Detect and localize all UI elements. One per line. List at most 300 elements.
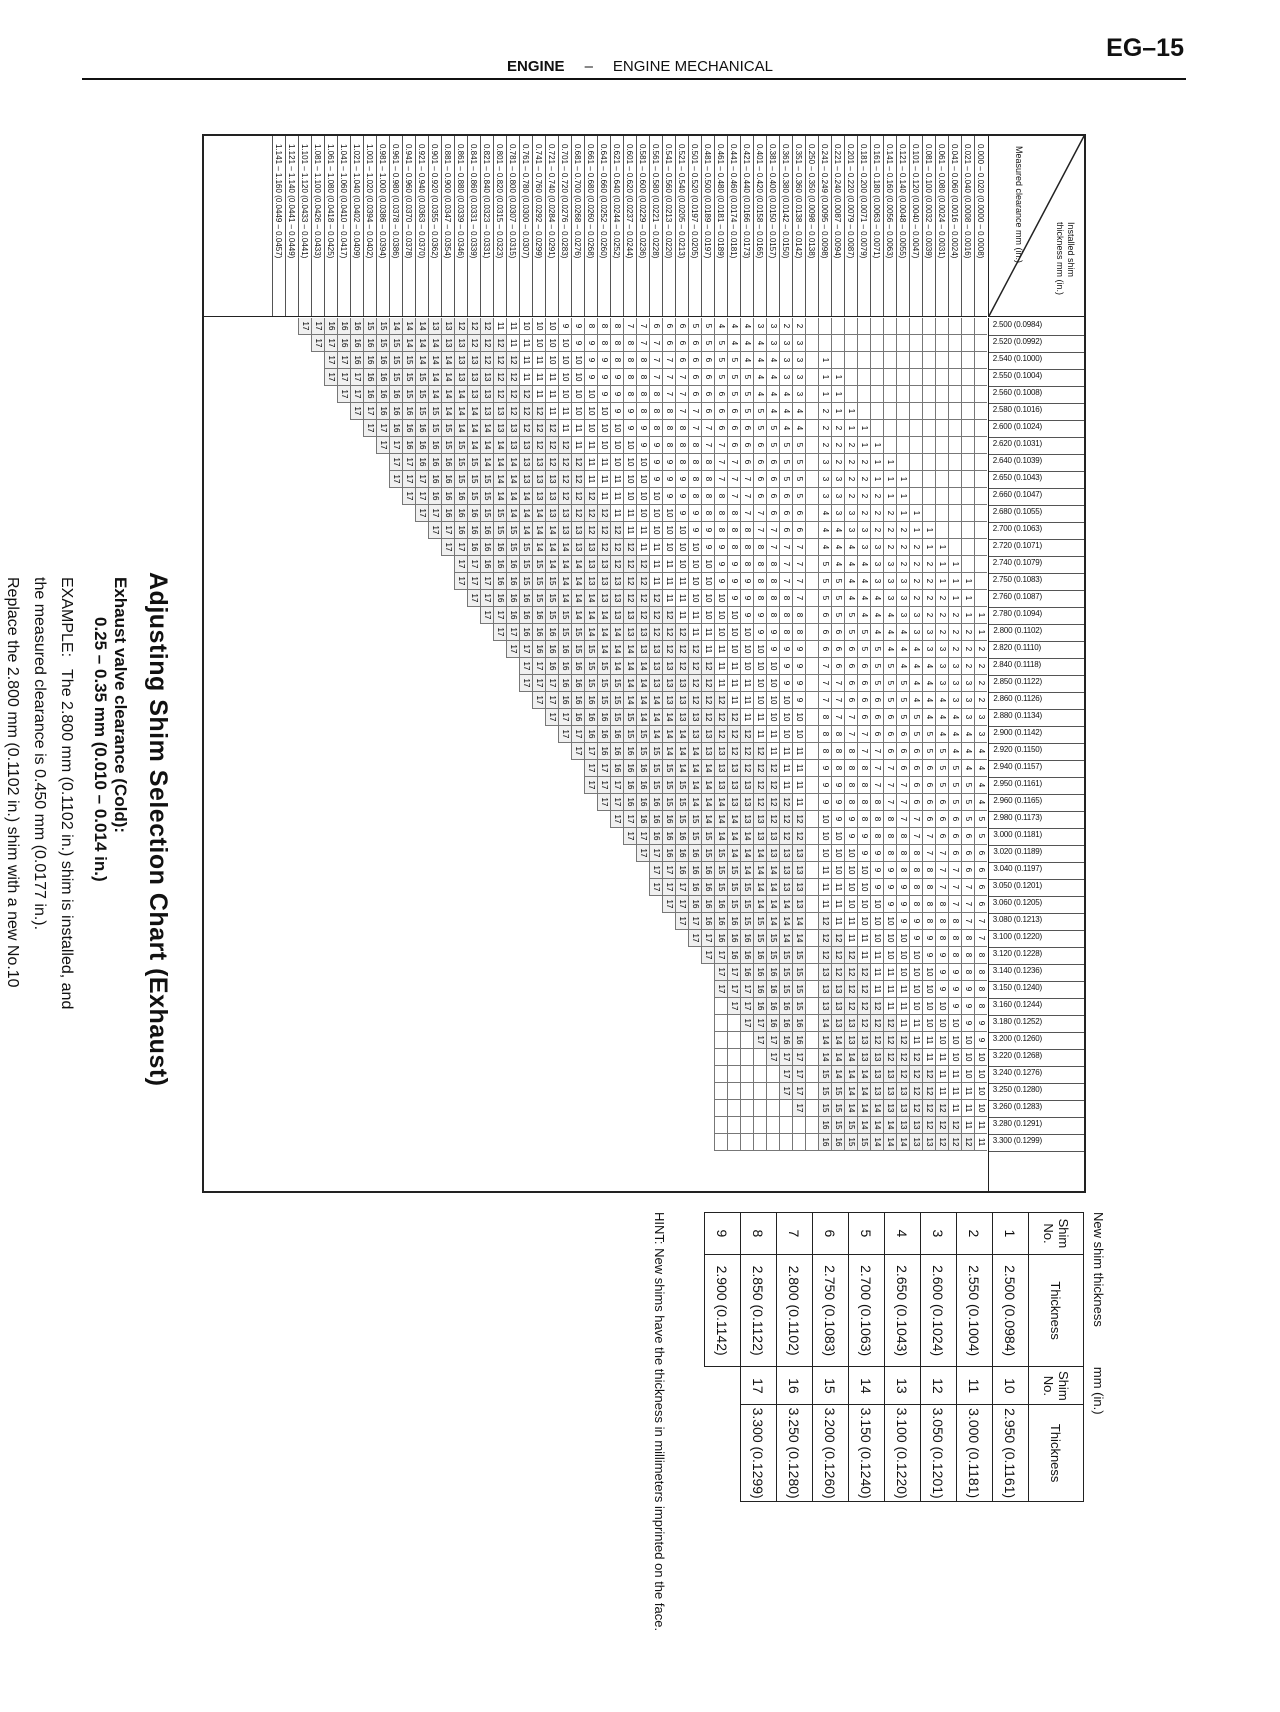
measured-clearance-range: 0.861 – 0.880 (0.0339 – 0.0346): [454, 136, 467, 316]
shim-cell: 15: [688, 811, 701, 828]
shim-cell: 7: [753, 505, 766, 522]
shim-cell: 10: [844, 879, 857, 896]
shim-cell: 12: [493, 352, 506, 369]
shim-selection-chart: [202, 134, 1086, 1193]
shim-cell: 8: [727, 522, 740, 539]
shim-cell: [974, 590, 987, 607]
shim-cell: 9: [896, 879, 909, 896]
installed-shim-header: [989, 369, 1084, 387]
shim-cell: 16: [493, 573, 506, 590]
shim-cell: 17: [623, 811, 636, 828]
shim-cell: 11: [714, 658, 727, 675]
shim-cell: 13: [675, 692, 688, 709]
shim-cell: [922, 420, 935, 437]
installed-shim-header: [989, 1066, 1084, 1084]
shim-cell: [935, 369, 948, 386]
shim-cell: [935, 505, 948, 522]
shim-cell: [948, 352, 961, 369]
shim-cell: 4: [896, 624, 909, 641]
shim-thickness: 2.650 (0.1043): [885, 1254, 921, 1367]
shim-cell: 10: [753, 675, 766, 692]
shim-cell: 12: [571, 471, 584, 488]
shim-cell: 10: [857, 862, 870, 879]
shim-cell: 15: [740, 913, 753, 930]
measured-clearance-range: 1.021 – 1.040 (0.0402 – 0.0409): [350, 136, 363, 316]
shim-cell: 13: [688, 726, 701, 743]
shim-cell: 6: [844, 641, 857, 658]
shim-cell: 8: [844, 743, 857, 760]
shim-cell: 4: [870, 624, 883, 641]
installed-shim-header: [989, 505, 1084, 523]
shim-cell: 14: [623, 675, 636, 692]
shim-cell: 11: [766, 743, 779, 760]
shim-cell: 11: [597, 454, 610, 471]
shim-cell: 13: [792, 845, 805, 862]
shim-cell: 3: [766, 318, 779, 335]
shim-cell: 17: [402, 454, 415, 471]
shim-cell: 8: [948, 913, 961, 930]
installed-shim-headers: [988, 318, 1084, 1191]
shim-cell: 9: [779, 658, 792, 675]
shim-cell: 7: [922, 828, 935, 845]
shim-cell: 9: [753, 607, 766, 624]
shim-cell: 13: [727, 760, 740, 777]
shim-cell: 12: [506, 352, 519, 369]
shim-cell: 12: [883, 1015, 896, 1032]
shim-number: 10: [993, 1367, 1029, 1405]
shim-cell: 9: [610, 403, 623, 420]
shim-cell: 11: [974, 1134, 987, 1151]
shim-cell: 17: [714, 964, 727, 981]
shim-cell: 13: [818, 964, 831, 981]
shim-cell: 13: [493, 403, 506, 420]
shim-cell: 11: [675, 607, 688, 624]
shim-cell: [805, 1134, 818, 1151]
shim-cell: 17: [727, 964, 740, 981]
new-shim-section: [531, 1212, 1106, 1632]
shim-cell: 15: [597, 692, 610, 709]
shim-cell: 4: [974, 743, 987, 760]
shim-cell: 17: [714, 981, 727, 998]
shim-cell: 10: [571, 403, 584, 420]
shim-number: 13: [885, 1367, 921, 1405]
shim-cell: 2: [909, 590, 922, 607]
shim-cell: [974, 403, 987, 420]
shim-cell: 7: [792, 590, 805, 607]
shim-cell: [805, 607, 818, 624]
shim-cell: 13: [740, 777, 753, 794]
shim-cell: 2: [948, 641, 961, 658]
shim-cell: [805, 369, 818, 386]
shim-cell: 5: [948, 760, 961, 777]
shim-cell: 8: [675, 437, 688, 454]
example-label: EXAMPLE:: [58, 577, 75, 658]
shim-cell: 9: [792, 641, 805, 658]
shim-cell: 14: [779, 896, 792, 913]
measured-clearance-range: 0.121 – 0.140 (0.0048 – 0.0055): [896, 136, 909, 316]
shim-cell: 5: [831, 607, 844, 624]
shim-cell: 12: [922, 1100, 935, 1117]
shim-cell: 3: [883, 573, 896, 590]
shim-cell: [909, 488, 922, 505]
shim-cell: 2: [870, 522, 883, 539]
shim-cell: 13: [714, 760, 727, 777]
shim-cell: 5: [870, 675, 883, 692]
shim-cell: 8: [844, 777, 857, 794]
shim-cell: 11: [818, 862, 831, 879]
shim-cell: 17: [532, 692, 545, 709]
shim-cell: 8: [584, 318, 597, 335]
shim-cell: [961, 386, 974, 403]
shim-cell: 9: [818, 760, 831, 777]
shim-cell: 16: [753, 964, 766, 981]
shim-cell: 2: [974, 641, 987, 658]
shim-cell: 6: [753, 454, 766, 471]
shim-cell: 13: [441, 335, 454, 352]
shim-cell: [948, 454, 961, 471]
shim-cell: 6: [948, 845, 961, 862]
shim-cell: [909, 318, 922, 335]
shim-cell: 12: [623, 573, 636, 590]
shim-cell: 16: [428, 437, 441, 454]
shim-cell: 16: [454, 505, 467, 522]
shim-cell: 16: [740, 947, 753, 964]
shim-number: 14: [849, 1367, 885, 1405]
shim-cell: 11: [779, 777, 792, 794]
shim-cell: 9: [922, 947, 935, 964]
shim-cell: 11: [753, 726, 766, 743]
shim-cell: 13: [792, 896, 805, 913]
shim-cell: 17: [402, 488, 415, 505]
shim-cell: 14: [636, 692, 649, 709]
shim-cell: [844, 335, 857, 352]
shim-cell: 11: [532, 352, 545, 369]
shim-cell: 10: [740, 658, 753, 675]
shim-cell: 7: [909, 828, 922, 845]
shim-cell: 7: [883, 777, 896, 794]
shim-cell: 9: [961, 1015, 974, 1032]
shim-cell: 9: [558, 318, 571, 335]
shim-cell: 6: [818, 607, 831, 624]
shim-cell: 15: [389, 352, 402, 369]
shim-cell: 16: [597, 743, 610, 760]
shim-cell: 5: [688, 318, 701, 335]
shim-cell: 15: [493, 505, 506, 522]
shim-cell: 11: [844, 913, 857, 930]
shim-cell: 15: [454, 437, 467, 454]
shim-cell: 16: [571, 658, 584, 675]
shim-cell: 14: [870, 1117, 883, 1134]
shim-cell: 5: [883, 675, 896, 692]
shim-cell: 9: [896, 913, 909, 930]
shim-cell: 6: [948, 811, 961, 828]
shim-cell: 17: [545, 692, 558, 709]
shim-cell: 9: [870, 845, 883, 862]
shim-cell: 12: [597, 505, 610, 522]
shim-cell: 15: [792, 981, 805, 998]
shim-cell: 13: [649, 675, 662, 692]
hint-note: [650, 1212, 668, 1712]
shim-cell: [896, 352, 909, 369]
shim-cell: [844, 386, 857, 403]
measured-clearance-range: 0.741 – 0.760 (0.0292 – 0.0299): [532, 136, 545, 316]
shim-cell: 10: [961, 1032, 974, 1049]
shim-cell: 17: [324, 369, 337, 386]
header-thickness-2: Thickness: [1029, 1405, 1084, 1502]
shim-cell: 13: [571, 539, 584, 556]
shim-cell: [857, 386, 870, 403]
installed-shim-value: 3.140 (0.1236): [993, 966, 1043, 975]
shim-cell: 8: [766, 590, 779, 607]
installed-shim-value: 2.900 (0.1142): [993, 728, 1042, 737]
shim-cell: [805, 998, 818, 1015]
shim-cell: 17: [454, 539, 467, 556]
shim-cell: 12: [688, 692, 701, 709]
shim-cell: 9: [688, 505, 701, 522]
shim-cell: 16: [779, 1032, 792, 1049]
shim-cell: 15: [454, 471, 467, 488]
shim-cell: 10: [623, 437, 636, 454]
shim-cell: 6: [675, 352, 688, 369]
shim-cell: 12: [753, 777, 766, 794]
shim-cell: 13: [649, 641, 662, 658]
shim-cell: 2: [831, 454, 844, 471]
shim-cell: 6: [688, 386, 701, 403]
shim-cell: 6: [961, 862, 974, 879]
shim-cell: [805, 743, 818, 760]
shim-cell: 10: [610, 454, 623, 471]
shim-cell: 9: [662, 471, 675, 488]
shim-cell: 17: [649, 845, 662, 862]
shim-cell: 8: [909, 896, 922, 913]
shim-cell: 17: [428, 505, 441, 522]
shim-cell: 12: [558, 488, 571, 505]
shim-cell: 8: [909, 845, 922, 862]
shim-cell: 4: [883, 641, 896, 658]
shim-cell: 9: [662, 488, 675, 505]
shim-cell: [961, 522, 974, 539]
installed-shim-value: 2.540 (0.1000): [993, 354, 1043, 363]
shim-cell: 16: [831, 1134, 844, 1151]
shim-cell: [948, 437, 961, 454]
shim-cell: 2: [935, 607, 948, 624]
shim-cell: 14: [649, 692, 662, 709]
shim-cell: 17: [792, 1083, 805, 1100]
shim-cell: 5: [740, 369, 753, 386]
shim-cell: 13: [636, 624, 649, 641]
shim-cell: 12: [870, 1015, 883, 1032]
shim-cell: 12: [493, 369, 506, 386]
shim-cell: [870, 318, 883, 335]
shim-cell: 5: [727, 369, 740, 386]
clearance-range: 0.25 – 0.35 mm (0.010 – 0.014 in.): [91, 617, 110, 882]
installed-shim-value: 2.680 (0.1055): [993, 507, 1043, 516]
shim-cell: 11: [623, 522, 636, 539]
shim-cell: 12: [727, 726, 740, 743]
shim-cell: 17: [480, 590, 493, 607]
shim-cell: 14: [662, 709, 675, 726]
shim-cell: 5: [844, 607, 857, 624]
shim-cell: 7: [779, 573, 792, 590]
shim-cell: 10: [779, 709, 792, 726]
shim-cell: 12: [506, 403, 519, 420]
shim-cell: 7: [779, 556, 792, 573]
shim-number: [705, 1367, 741, 1405]
shim-cell: 9: [961, 998, 974, 1015]
shim-cell: 12: [532, 420, 545, 437]
shim-cell: 10: [558, 369, 571, 386]
shim-cell: 13: [922, 1134, 935, 1151]
shim-cell: 7: [870, 777, 883, 794]
shim-cell: 13: [454, 369, 467, 386]
shim-cell: 7: [714, 454, 727, 471]
shim-cell: 5: [935, 777, 948, 794]
shim-cell: [883, 386, 896, 403]
shim-cell: 7: [740, 471, 753, 488]
shim-cell: [727, 1015, 740, 1032]
shim-cell: 4: [857, 573, 870, 590]
installed-shim-header: [989, 1015, 1084, 1033]
shim-cell: 12: [753, 794, 766, 811]
installed-shim-header: [989, 556, 1084, 574]
shim-cell: 17: [545, 709, 558, 726]
installed-shim-value: 2.860 (0.1126): [993, 694, 1042, 703]
shim-cell: 12: [844, 998, 857, 1015]
installed-shim-header: [989, 522, 1084, 540]
shim-cell: 10: [779, 726, 792, 743]
shim-cell: 16: [584, 692, 597, 709]
shim-cell: 13: [753, 811, 766, 828]
shim-cell: 15: [818, 1066, 831, 1083]
shim-cell: 1: [844, 420, 857, 437]
shim-cell: 14: [766, 896, 779, 913]
shim-cell: [805, 573, 818, 590]
shim-cell: 17: [467, 556, 480, 573]
shim-cell: 16: [675, 828, 688, 845]
header-shim-no-2: Shim No.: [1029, 1367, 1084, 1405]
shim-cell: 11: [922, 1049, 935, 1066]
shim-cell: 7: [792, 573, 805, 590]
shim-cell: [896, 420, 909, 437]
shim-cell: [805, 1049, 818, 1066]
shim-cell: 13: [545, 471, 558, 488]
shim-cell: [909, 454, 922, 471]
shim-cell: 6: [701, 369, 714, 386]
shim-cell: 9: [701, 522, 714, 539]
shim-cell: 17: [480, 573, 493, 590]
shim-cell: 17: [506, 641, 519, 658]
shim-cell: 14: [636, 709, 649, 726]
shim-cell: 5: [857, 624, 870, 641]
shim-cell: 5: [883, 692, 896, 709]
shim-cell: 3: [961, 675, 974, 692]
shim-cell: 17: [675, 896, 688, 913]
shim-cell: 8: [610, 352, 623, 369]
shim-cell: 8: [818, 743, 831, 760]
shim-cell: 12: [948, 1134, 961, 1151]
shim-cell: [740, 1032, 753, 1049]
shim-cell: 17: [376, 420, 389, 437]
shim-cell: 9: [870, 862, 883, 879]
shim-cell: 8: [636, 352, 649, 369]
shim-cell: 12: [818, 913, 831, 930]
shim-cell: 12: [467, 318, 480, 335]
shim-cell: 2: [857, 454, 870, 471]
shim-cell: 9: [818, 794, 831, 811]
shim-cell: 8: [883, 811, 896, 828]
shim-cell: 13: [558, 522, 571, 539]
shim-cell: 12: [909, 1049, 922, 1066]
shim-cell: 7: [649, 352, 662, 369]
shim-cell: 17: [402, 471, 415, 488]
shim-cell: 16: [597, 726, 610, 743]
shim-number-grid: [204, 318, 987, 1191]
shim-cell: 16: [766, 1015, 779, 1032]
shim-cell: 10: [857, 879, 870, 896]
shim-cell: 10: [818, 845, 831, 862]
shim-cell: 17: [389, 454, 402, 471]
shim-cell: 17: [415, 488, 428, 505]
shim-cell: 11: [610, 471, 623, 488]
installed-shim-header: [989, 981, 1084, 999]
shim-cell: [818, 318, 831, 335]
shim-cell: 14: [623, 641, 636, 658]
shim-cell: 9: [909, 930, 922, 947]
shim-cell: 12: [870, 1032, 883, 1049]
shim-cell: 5: [844, 624, 857, 641]
shim-cell: 8: [688, 488, 701, 505]
shim-cell: 6: [792, 505, 805, 522]
shim-cell: [883, 420, 896, 437]
shim-cell: 6: [844, 658, 857, 675]
header-thickness-1: Thickness: [1029, 1254, 1084, 1367]
shim-cell: 13: [701, 726, 714, 743]
shim-cell: 12: [571, 505, 584, 522]
shim-cell: 2: [818, 403, 831, 420]
shim-cell: 16: [636, 760, 649, 777]
shim-cell: 16: [571, 709, 584, 726]
shim-cell: 12: [831, 947, 844, 964]
shim-cell: 5: [831, 573, 844, 590]
shim-cell: 14: [740, 828, 753, 845]
shim-cell: 9: [662, 454, 675, 471]
shim-cell: 11: [792, 760, 805, 777]
shim-cell: 12: [870, 998, 883, 1015]
shim-cell: 17: [571, 743, 584, 760]
shim-cell: [805, 556, 818, 573]
shim-cell: 13: [623, 624, 636, 641]
shim-cell: 10: [922, 981, 935, 998]
shim-cell: 17: [727, 981, 740, 998]
shim-cell: 13: [714, 777, 727, 794]
shim-cell: 14: [623, 692, 636, 709]
shim-cell: 10: [935, 1015, 948, 1032]
shim-cell: 16: [727, 930, 740, 947]
measured-clearance-range: 0.961 – 0.980 (0.0378 – 0.0386): [389, 136, 402, 316]
shim-cell: 11: [792, 794, 805, 811]
shim-cell: 16: [493, 590, 506, 607]
shim-cell: 17: [727, 998, 740, 1015]
shim-cell: 2: [974, 675, 987, 692]
shim-cell: 16: [493, 556, 506, 573]
shim-cell: 16: [545, 658, 558, 675]
shim-cell: 6: [727, 403, 740, 420]
shim-cell: 15: [766, 947, 779, 964]
shim-cell: 16: [701, 862, 714, 879]
shim-cell: 15: [831, 1117, 844, 1134]
shim-cell: 11: [753, 709, 766, 726]
shim-cell: 6: [701, 352, 714, 369]
